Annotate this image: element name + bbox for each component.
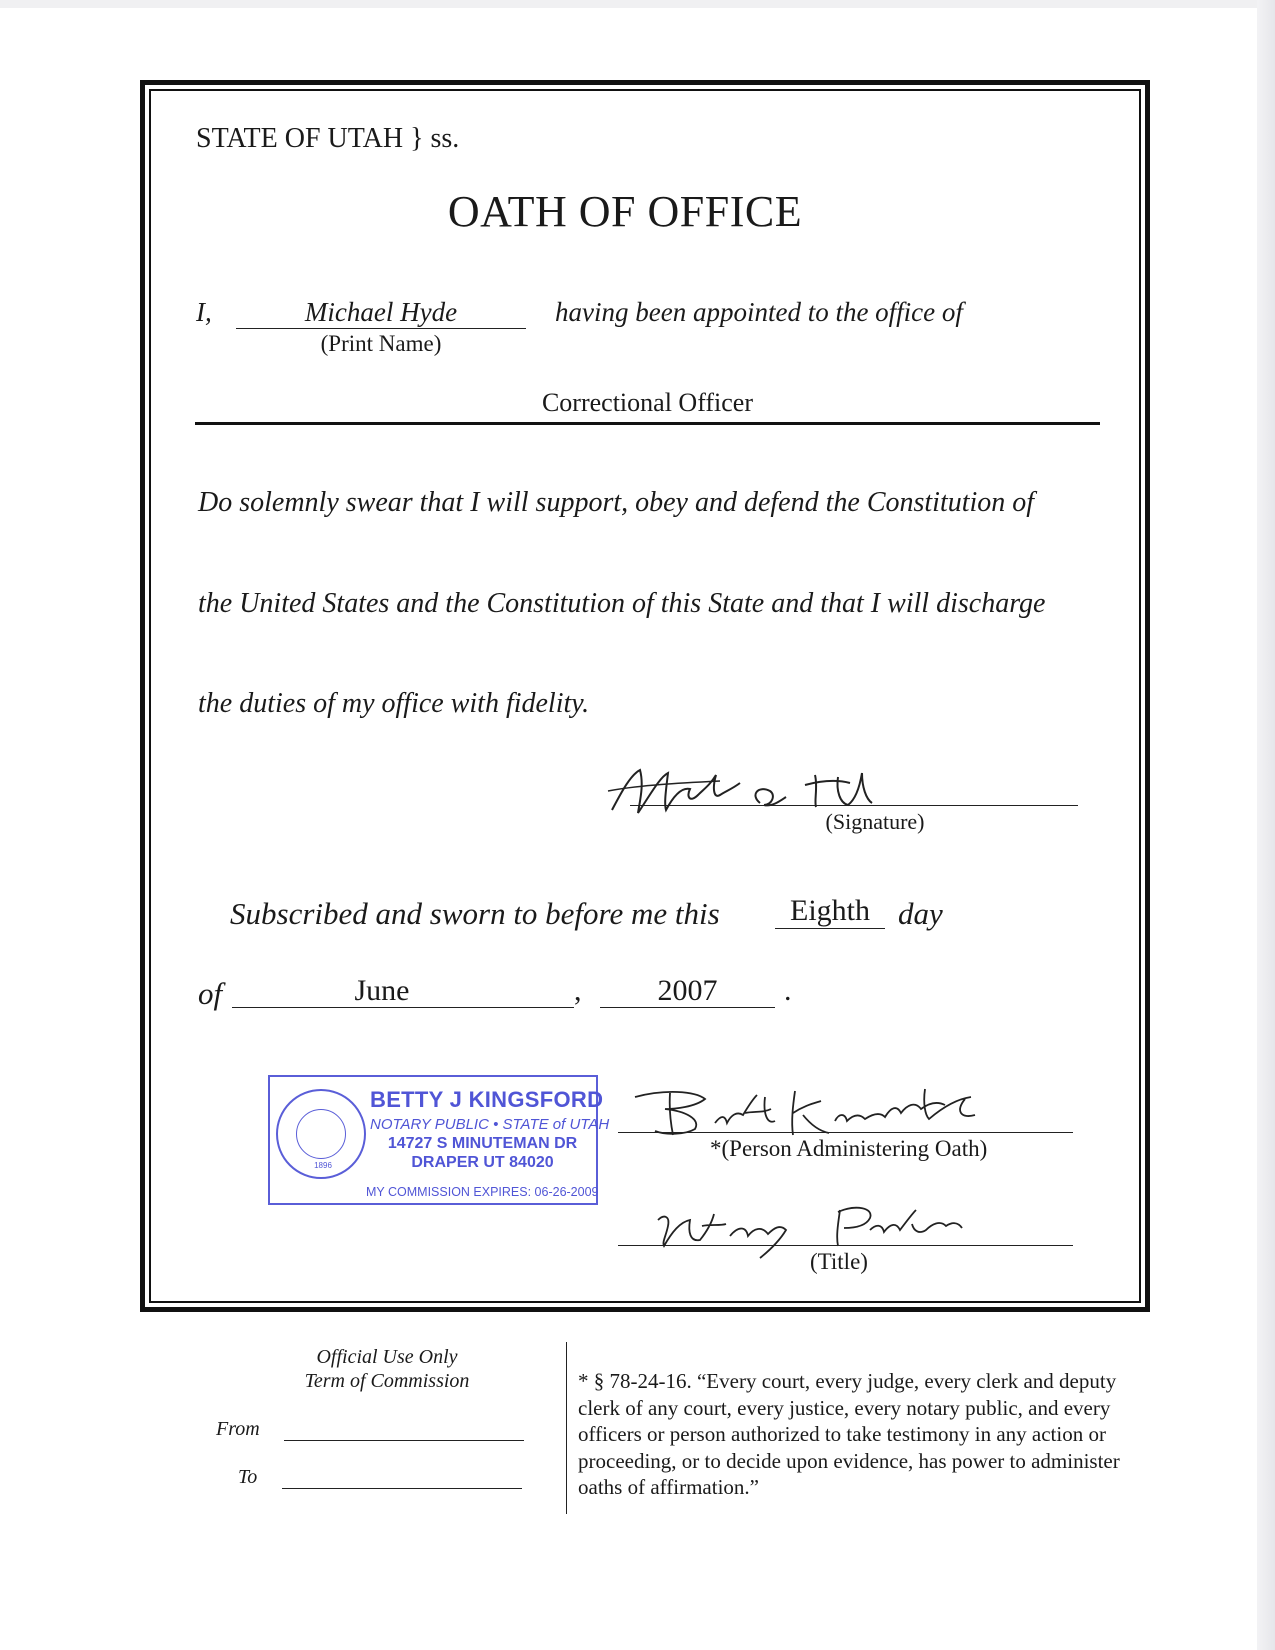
sworn-month: June bbox=[354, 974, 410, 1007]
office-name: Correctional Officer bbox=[541, 388, 754, 417]
notary-city: DRAPER UT 84020 bbox=[411, 1154, 554, 1171]
title-line bbox=[618, 1245, 1073, 1246]
seal-year: 1896 bbox=[314, 1161, 332, 1170]
commission-expiry: MY COMMISSION EXPIRES: 06-26-2009 bbox=[366, 1185, 599, 1199]
official-use-heading: Official Use Only bbox=[316, 1346, 458, 1368]
from-line bbox=[284, 1440, 524, 1441]
notary-stamp bbox=[268, 1075, 610, 1205]
oath-line-2: the United States and the Constitution of this State and that I will discharge bbox=[198, 588, 1046, 619]
to-label: To bbox=[238, 1466, 258, 1488]
document-title: OATH OF OFFICE bbox=[447, 187, 803, 236]
sworn-text: Subscribed and sworn to before me this bbox=[230, 896, 720, 931]
signature-label: (Signature) bbox=[825, 809, 925, 834]
office-underline bbox=[195, 422, 1100, 425]
sworn-day: Eighth bbox=[790, 894, 870, 927]
administering-label: *(Person Administering Oath) bbox=[710, 1136, 988, 1161]
day-underline bbox=[775, 928, 885, 929]
to-line bbox=[282, 1488, 522, 1489]
scan-right-edge bbox=[1257, 0, 1275, 1650]
print-name-label: (Print Name) bbox=[320, 331, 442, 356]
state-seal-icon bbox=[276, 1089, 366, 1179]
title-label: (Title) bbox=[810, 1249, 868, 1274]
footer-divider bbox=[566, 1342, 567, 1514]
of-word: of bbox=[198, 976, 223, 1011]
date-period: . bbox=[784, 974, 792, 1007]
signature-line bbox=[630, 805, 1078, 806]
statute-note: * § 78-24-16. “Every court, every judge, every clerk and deputy clerk of any court, every justice, every notary public, and every officers or person authorized to take testimony in any action or proceeding, or to decide upon evidence, has power to administer oaths of affirmation.” bbox=[578, 1369, 1120, 1499]
day-word: day bbox=[898, 896, 943, 931]
oath-line-3: the duties of my office with fidelity. bbox=[198, 688, 590, 719]
from-label: From bbox=[216, 1418, 260, 1440]
sworn-year: 2007 bbox=[657, 974, 718, 1007]
notary-name: BETTY J KINGSFORD bbox=[370, 1087, 604, 1112]
appointed-text: having been appointed to the office of bbox=[555, 297, 963, 327]
oath-line-1: Do solemnly swear that I will support, obey and defend the Constitution of bbox=[198, 487, 1035, 518]
name-underline bbox=[236, 328, 526, 329]
month-underline bbox=[232, 1007, 574, 1008]
venue-line: STATE OF UTAH } ss. bbox=[196, 123, 460, 154]
scan-top-edge bbox=[0, 0, 1275, 8]
notary-address: 14727 S MINUTEMAN DR bbox=[387, 1135, 578, 1152]
i-word: I, bbox=[196, 297, 212, 327]
notary-title: NOTARY PUBLIC • STATE of UTAH bbox=[370, 1116, 610, 1133]
year-underline bbox=[600, 1007, 775, 1008]
administering-line bbox=[618, 1132, 1073, 1133]
date-comma: , bbox=[574, 974, 582, 1007]
term-of-commission: Term of Commission bbox=[304, 1370, 470, 1392]
appointee-name: Michael Hyde bbox=[304, 297, 458, 327]
